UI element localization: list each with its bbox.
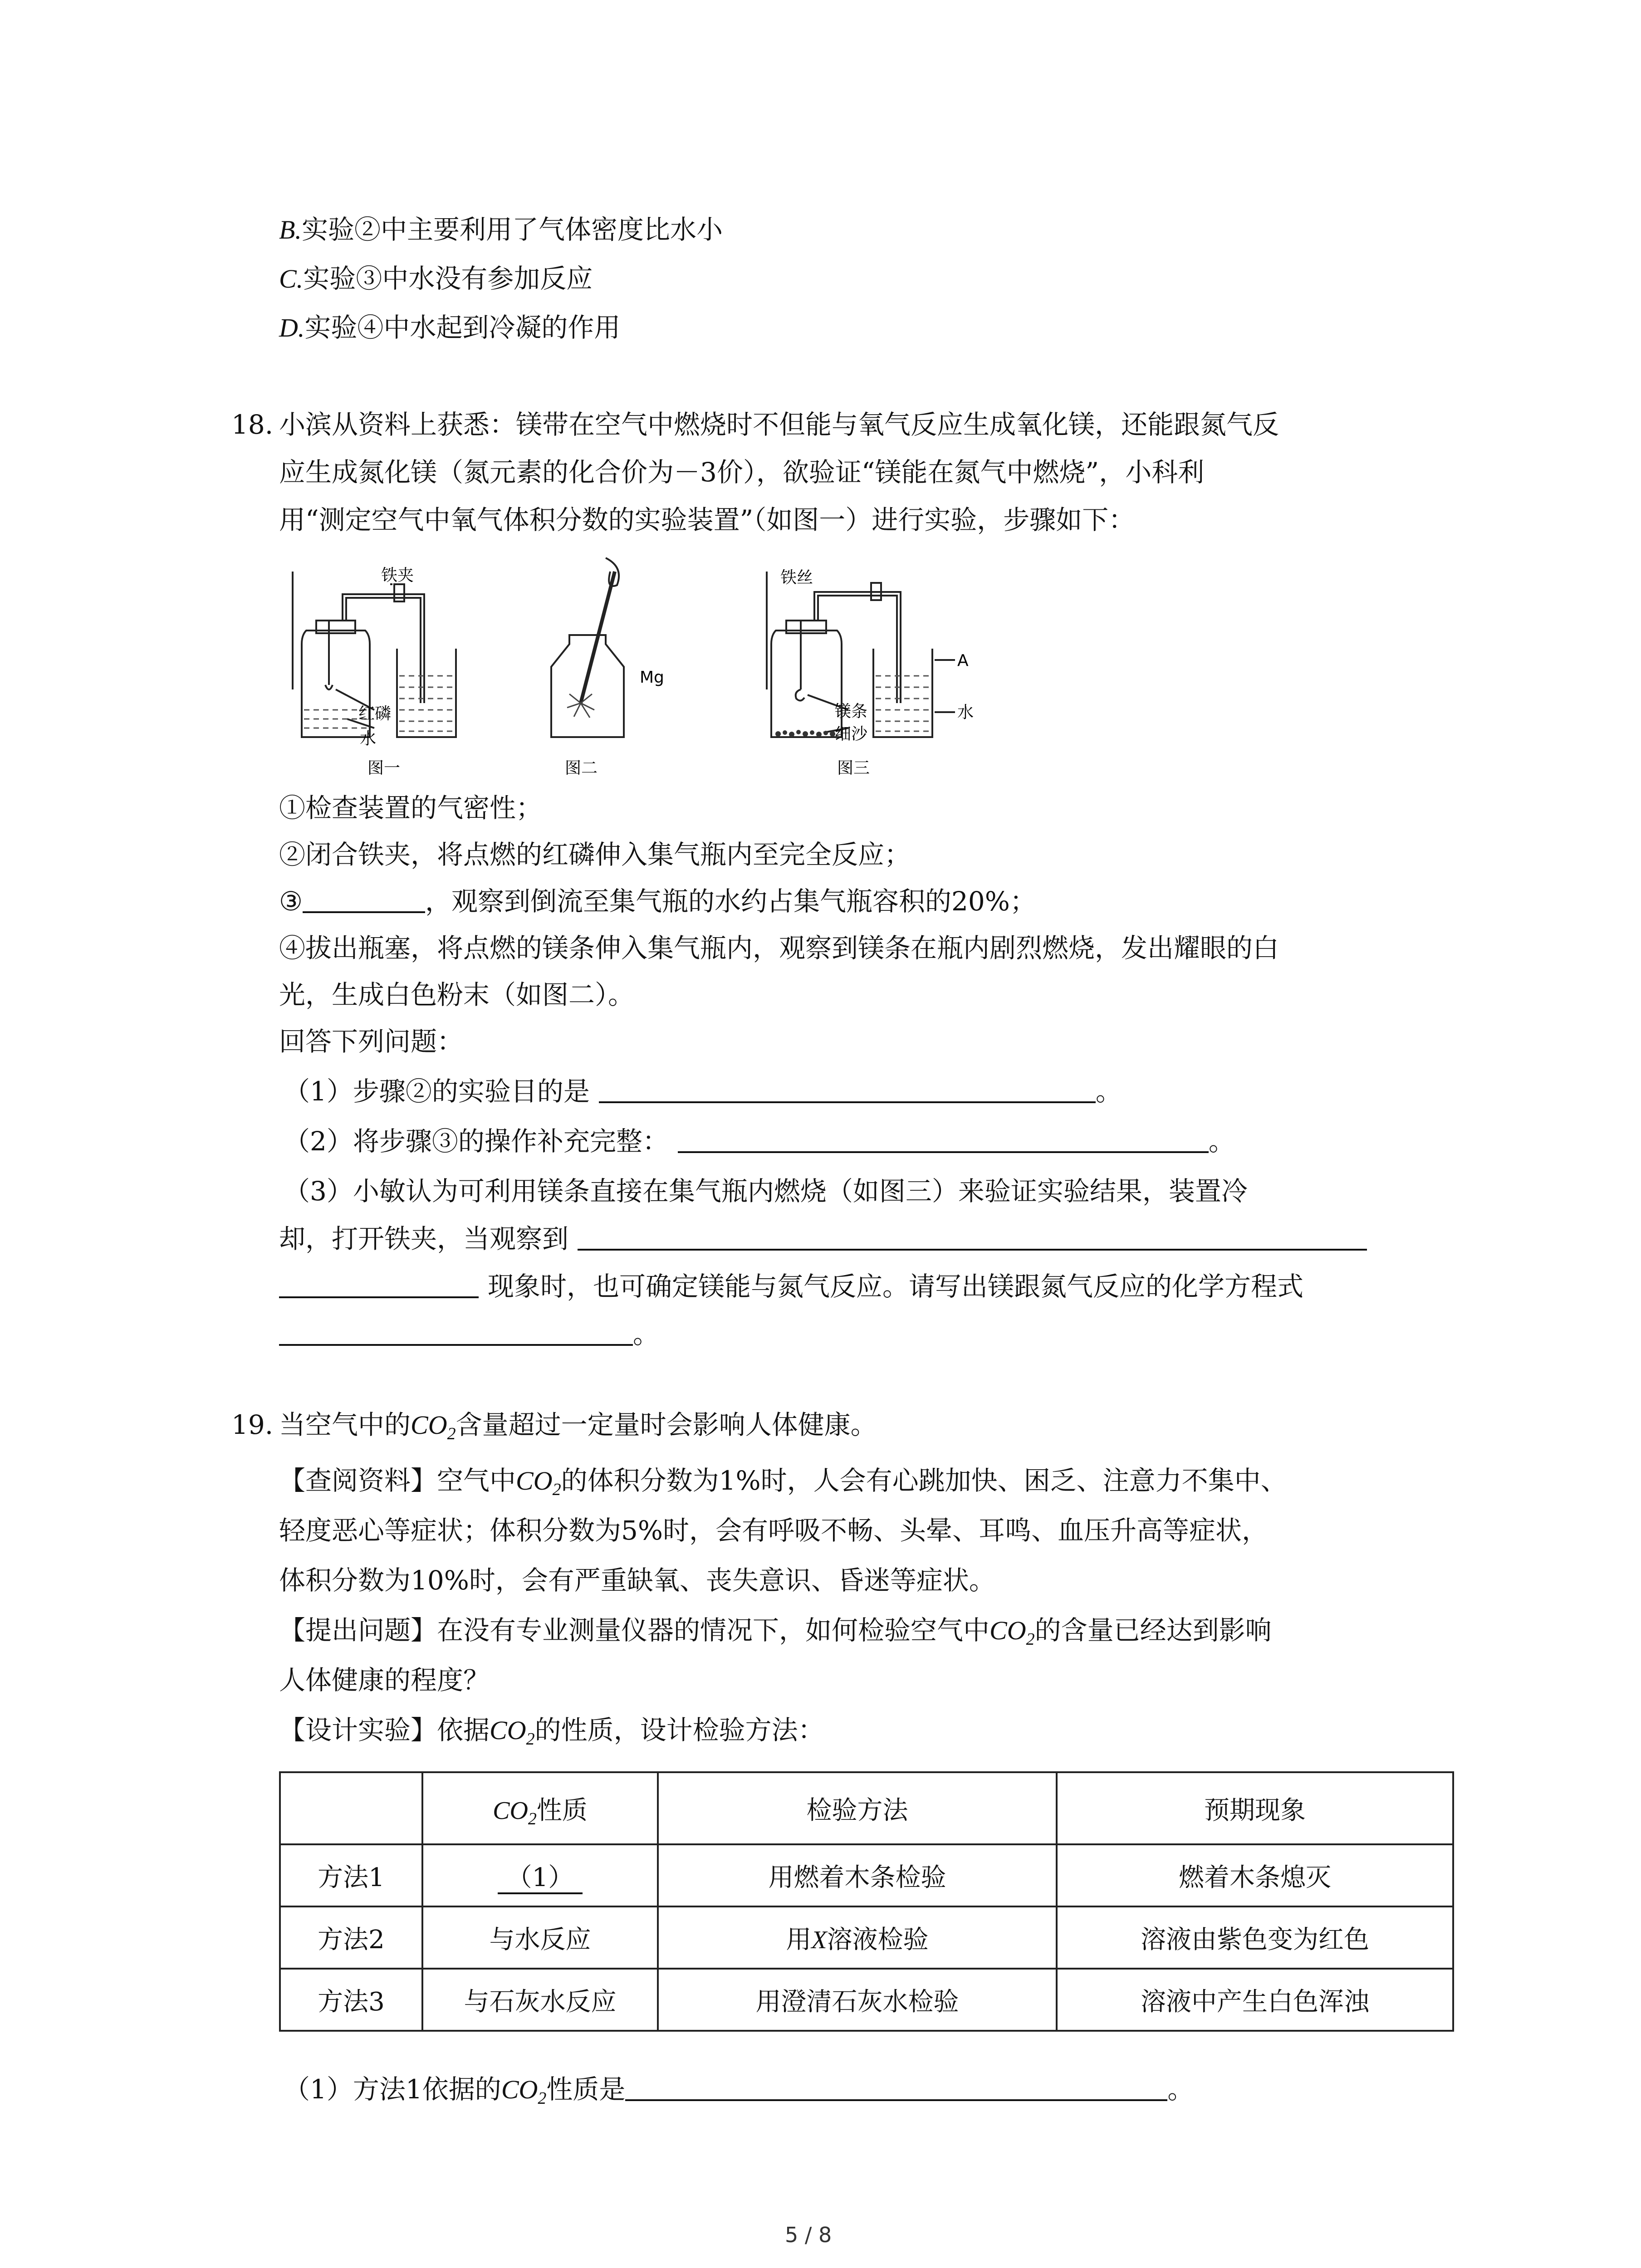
fig2-mg-label: Mg: [640, 668, 664, 687]
q18-intro-line2: 应生成氮化镁（氮元素的化合价为－3价），欲验证“镁能在氮气中燃烧”，小科利: [279, 457, 1205, 488]
q19-material-line2: 轻度恶心等症状；体积分数为5%时，会有呼吸不畅、头晕、耳鸣、血压升高等症状，: [279, 1515, 1269, 1546]
fig3-mg-label: 镁条: [835, 702, 868, 721]
q18-step4-line2: 光，生成白色粉末（如图二）。: [279, 979, 635, 1010]
table-row: 方法1 （1） 用燃着木条检验 燃着木条熄灭: [280, 1844, 1453, 1906]
co2-methods-table: [279, 1771, 1454, 2032]
q19-question-line2: 人体健康的程度？: [279, 1665, 490, 1696]
fig1-phosphorus-label: 红磷: [358, 704, 392, 723]
table-row: 方法2 与水反应 用X溶液检验 溶液由紫色变为红色: [280, 1906, 1453, 1969]
q18-sub3-line1: （3）小敏认为可利用镁条直接在集气瓶内燃烧（如图三）来验证实验结果，装置冷: [284, 1176, 1248, 1207]
apparatus-figures: [279, 553, 1005, 789]
fig3-caption: 图三: [837, 759, 870, 777]
q18-sub1-blank[interactable]: [599, 1079, 1096, 1103]
q19-number: 19.: [231, 1409, 274, 1440]
q18-sub2-blank[interactable]: [678, 1129, 1209, 1153]
q18-number: 18.: [231, 409, 274, 440]
q19-sub1: （1）方法1依据的$CO_2$性质是 。: [284, 2074, 1194, 2108]
fig3-water-label: 水: [957, 703, 974, 722]
q18-intro-line3: 用“测定空气中氧气体积分数的实验装置”（如图一）进行实验，步骤如下：: [279, 504, 1135, 535]
q19-intro: 当空气中的$CO_2$含量超过一定量时会影响人体健康。: [279, 1409, 877, 1443]
table-header-phenomenon: 预期现象: [1057, 1772, 1453, 1844]
fig1-water-label: 水: [360, 729, 377, 748]
q19-material-line1: 【查阅资料】空气中$CO_2$的体积分数为1%时，人会有心跳加快、困乏、注意力不集中、: [279, 1465, 1287, 1499]
q18-step3-blank[interactable]: [303, 889, 425, 913]
q18-sub1: （1）步骤②的实验目的是 。: [284, 1076, 1122, 1107]
q18-sub3-line3: 现象时，也可确定镁能与氮气反应。请写出镁跟氮气反应的化学方程式: [279, 1270, 1303, 1303]
q18-intro-line1: 小滨从资料上获悉：镁带在空气中燃烧时不但能与氧气反应生成氧化镁，还能跟氮气反: [279, 409, 1279, 440]
q18-sub3-blank-a[interactable]: [578, 1226, 1367, 1251]
fig1-clip-label: 铁夹: [381, 566, 414, 585]
q18-answer-prompt: 回答下列问题：: [279, 1026, 464, 1057]
fig3-wire-label: 铁丝: [780, 568, 813, 587]
q19-question-line1: 【提出问题】在没有专业测量仪器的情况下，如何检验空气中$CO_2$的含量已经达到影响: [279, 1615, 1272, 1649]
table-header-method: 检验方法: [658, 1772, 1057, 1844]
q18-sub3-equation-blank[interactable]: [279, 1321, 633, 1346]
table-header-property: $CO_2$性质: [422, 1772, 658, 1844]
q18-step3: ③ ，观察到倒流至集气瓶的水约占集气瓶容积的20%；: [279, 886, 1036, 917]
q18-sub2: （2）将步骤③的操作补充完整： 。: [284, 1126, 1235, 1157]
q18-sub3-line4: 。: [279, 1318, 659, 1350]
q17-option-d: D.实验④中水起到冷凝的作用: [279, 312, 621, 343]
apparatus-diagram: [279, 553, 1005, 789]
q18-step2: ②闭合铁夹，将点燃的红磷伸入集气瓶内至完全反应；: [279, 839, 911, 870]
page-number: 5 / 8: [785, 2223, 832, 2247]
q18-sub3-blank-b[interactable]: [279, 1274, 479, 1298]
fig3-sand-label: 细沙: [835, 725, 868, 743]
fig2-caption: 图二: [565, 759, 598, 777]
q18-sub3-line2: 却，打开铁夹，当观察到: [279, 1222, 1367, 1255]
q18-step4-line1: ④拔出瓶塞，将点燃的镁条伸入集气瓶内，观察到镁条在瓶内剧烈燃烧，发出耀眼的白: [279, 933, 1279, 963]
q19-material-line3: 体积分数为10%时，会有严重缺氧、丧失意识、昏迷等症状。: [279, 1565, 995, 1596]
q19-design-line: 【设计实验】依据$CO_2$的性质，设计检验方法：: [279, 1715, 824, 1749]
fig1-caption: 图一: [367, 759, 401, 777]
q17-option-b: B.实验②中主要利用了气体密度比水小: [279, 214, 723, 245]
table-header-empty: [280, 1772, 422, 1844]
q17-option-c: C.实验③中水没有参加反应: [279, 263, 593, 294]
q18-step1: ①检查装置的气密性；: [279, 792, 543, 823]
table-header-row: [280, 1772, 1453, 1844]
co2-formula: $CO_2$: [411, 1410, 456, 1443]
q19-sub1-blank[interactable]: [625, 2077, 1167, 2101]
table-row: 方法3 与石灰水反应 用澄清石灰水检验 溶液中产生白色浑浊: [280, 1969, 1453, 2031]
fig3-a-label: A: [957, 651, 969, 670]
method1-property-blank[interactable]: （1）: [422, 1844, 658, 1906]
